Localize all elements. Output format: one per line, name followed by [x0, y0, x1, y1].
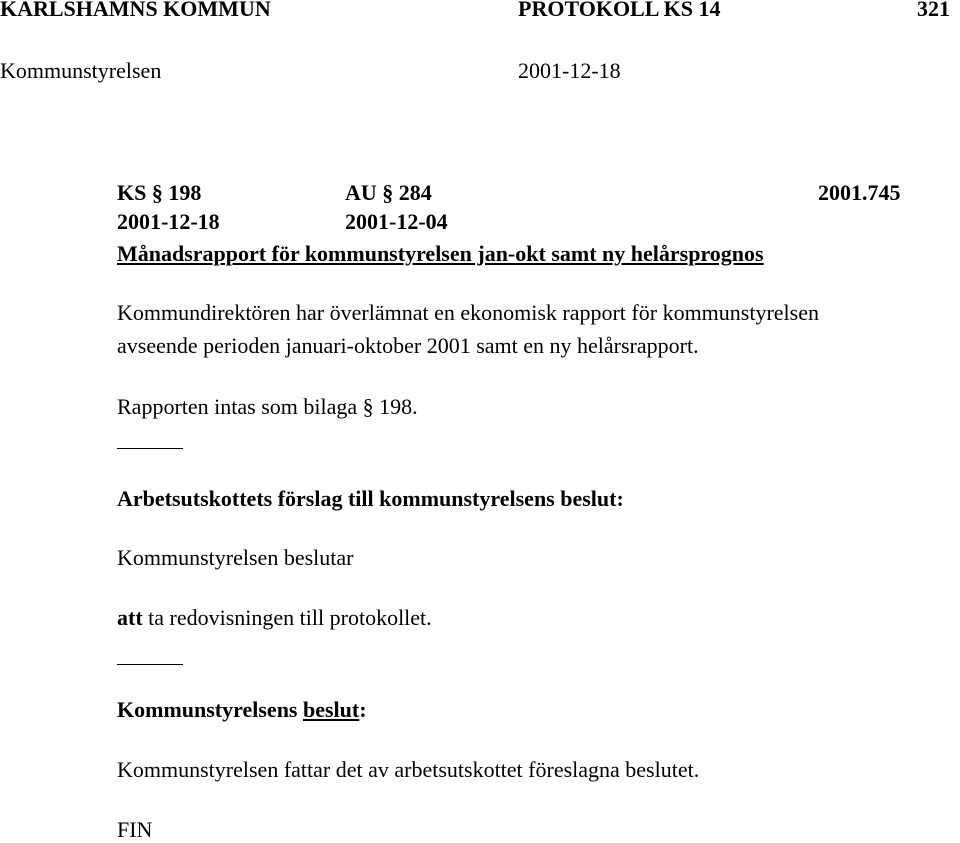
separator-line-2: [117, 664, 183, 665]
au-date: 2001-12-04: [345, 209, 448, 234]
decision-heading-part-1: Kommunstyrelsens: [117, 697, 298, 722]
separator-line-1: [117, 448, 183, 449]
att-word: att: [117, 605, 143, 630]
committee-name: Kommunstyrelsen: [0, 58, 162, 83]
paragraph-2: Rapporten intas som bilaga § 198.: [117, 394, 418, 419]
ks-reference: KS § 198: [117, 180, 202, 205]
att-text: ta redovisningen till protokollet.: [142, 605, 432, 630]
decision-text: Kommunstyrelsen fattar det av arbetsutskottet föreslagna beslutet.: [117, 757, 700, 782]
paragraph-1-line-2: avseende perioden januari-oktober 2001 samt en ny helårsrapport.: [117, 333, 699, 358]
municipality-name: KARLSHAMNS KOMMUN: [0, 0, 271, 21]
proposal-att-clause: [117, 605, 432, 631]
decision-heading-colon: :: [359, 697, 367, 722]
page-number: 321: [917, 0, 950, 21]
ks-date: 2001-12-18: [117, 209, 220, 234]
au-reference: AU § 284: [345, 180, 432, 205]
distribution-code: FIN: [117, 817, 153, 842]
diary-number: 2001.745: [818, 180, 901, 205]
case-title: Månadsrapport för kommunstyrelsen jan-okt samt ny helårsprognos: [117, 241, 764, 266]
proposal-intro: Kommunstyrelsen beslutar: [117, 545, 354, 570]
proposal-heading: Arbetsutskottets förslag till kommunstyrelsens beslut:: [117, 486, 624, 511]
meeting-date: 2001-12-18: [518, 58, 621, 83]
protocol-title: PROTOKOLL KS 14: [518, 0, 721, 21]
decision-heading-part-2: beslut: [303, 697, 360, 722]
decision-heading: [117, 697, 367, 723]
paragraph-1-line-1: Kommundirektören har överlämnat en ekonomisk rapport för kommunstyrelsen: [117, 300, 819, 325]
